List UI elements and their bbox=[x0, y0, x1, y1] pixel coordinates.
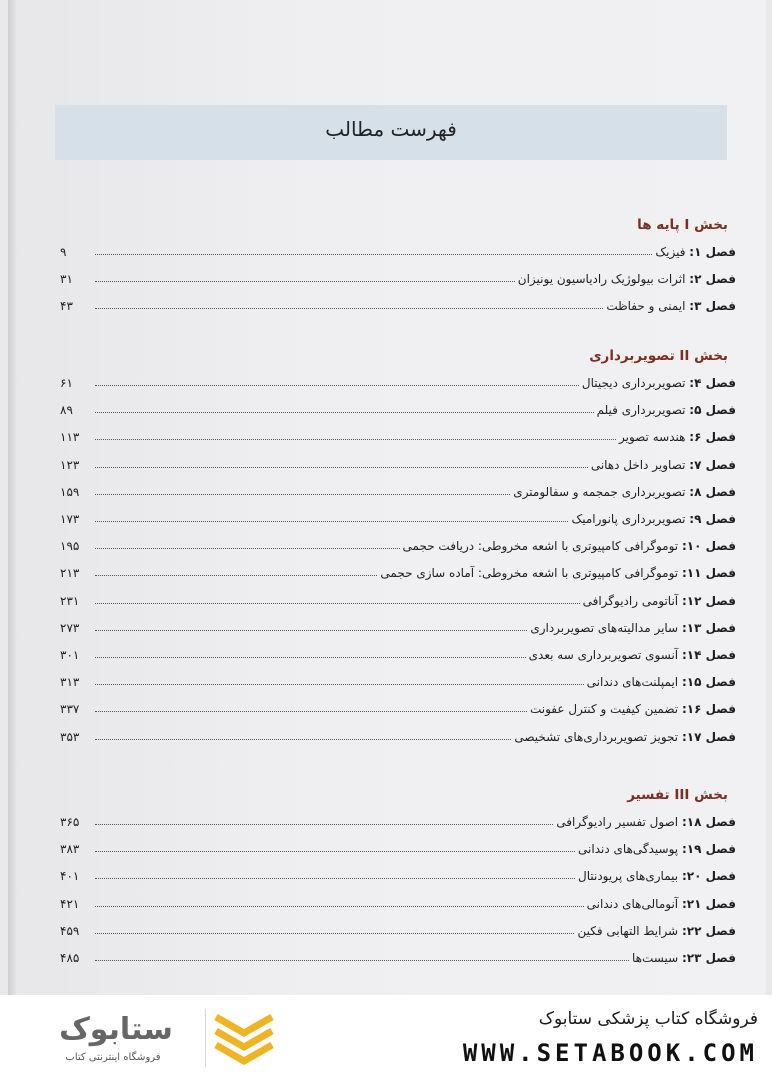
chapter-number: فصل ۲۰: bbox=[681, 869, 736, 884]
chapter-number: فصل ۲۳: bbox=[681, 951, 736, 965]
toc-entry-title bbox=[655, 245, 736, 259]
dot-leader bbox=[95, 878, 575, 879]
toc-entry-title bbox=[577, 924, 736, 938]
chapter-title: تصویربرداری دیجیتال bbox=[581, 376, 686, 390]
dot-leader bbox=[95, 254, 652, 255]
toc-entry[interactable] bbox=[60, 811, 736, 829]
toc-entry-title bbox=[606, 299, 736, 313]
chapter-title: ایمنی و حفاظت bbox=[606, 299, 686, 314]
page-number: ۳۶۵ bbox=[60, 815, 80, 829]
chapter-title: اثرات بیولوژیک رادیاسیون یونیزان bbox=[517, 272, 686, 287]
page-number: ۳۰۱ bbox=[60, 648, 80, 662]
title-banner bbox=[55, 105, 727, 160]
page-number: ۶۱ bbox=[60, 376, 73, 390]
toc-entry[interactable] bbox=[60, 241, 736, 259]
logo-subtitle: فروشگاه اینترنتی کتاب bbox=[65, 1052, 161, 1063]
store-url[interactable]: WWW.SETABOOK.COM bbox=[462, 1039, 758, 1067]
chapter-number: فصل ۱۵: bbox=[681, 675, 736, 690]
page-number: ۳۱ bbox=[60, 272, 73, 287]
page-number: ۲۳۱ bbox=[60, 593, 80, 608]
toc-entry-title bbox=[380, 566, 736, 580]
chapter-title: آنومالی‌های دندانی bbox=[586, 896, 679, 911]
toc-entry-title bbox=[578, 869, 736, 883]
toc-entry-title bbox=[556, 815, 736, 829]
page-number: ۳۸۳ bbox=[60, 842, 80, 857]
toc-entry-title bbox=[514, 730, 736, 744]
dot-leader bbox=[95, 467, 588, 468]
chapter-title: شرایط التهابی فکین bbox=[577, 923, 679, 938]
dot-leader bbox=[95, 281, 515, 282]
dot-leader bbox=[95, 684, 584, 685]
chapter-title: توموگرافی کامپیوتری با اشعه مخروطی: دریافت حجمی bbox=[402, 539, 679, 554]
chapter-number: فصل ۸: bbox=[689, 484, 736, 499]
page-number: ۲۱۳ bbox=[60, 566, 80, 581]
dot-leader bbox=[95, 851, 575, 852]
toc-entry[interactable] bbox=[60, 893, 736, 911]
chapter-title: تصاویر داخل دهانی bbox=[590, 457, 686, 472]
toc-entry[interactable] bbox=[60, 535, 736, 553]
toc-entry[interactable] bbox=[60, 698, 736, 716]
toc-entry[interactable] bbox=[60, 617, 736, 635]
dot-leader bbox=[95, 308, 603, 309]
toc-entry[interactable] bbox=[60, 590, 736, 608]
logo-text: ستابوک bbox=[59, 1012, 173, 1047]
chapter-number: فصل ۷: bbox=[689, 457, 736, 472]
page-number: ۸۹ bbox=[60, 403, 73, 418]
chapter-title: تصویربرداری جمجمه و سفالومتری bbox=[513, 484, 686, 499]
page-number: ۱۱۳ bbox=[60, 430, 80, 445]
toc-entry[interactable] bbox=[60, 268, 736, 286]
logo-wordmark bbox=[36, 1007, 196, 1047]
section-heading: بخش III تفسیر bbox=[627, 787, 728, 803]
page-number: ۳۱۳ bbox=[60, 675, 80, 690]
dot-leader bbox=[95, 494, 510, 495]
toc-entry[interactable] bbox=[60, 562, 736, 580]
dot-leader bbox=[95, 439, 616, 440]
toc-entry-title bbox=[530, 702, 736, 716]
page-number: ۲۷۳ bbox=[60, 620, 80, 635]
toc-entry[interactable] bbox=[60, 726, 736, 744]
page-number: ۴۸۵ bbox=[60, 951, 80, 965]
chapter-title: تصویربرداری فیلم bbox=[596, 403, 686, 418]
dot-leader bbox=[95, 630, 527, 631]
chapter-title: پوسیدگی‌های دندانی bbox=[578, 842, 679, 857]
toc-entry[interactable] bbox=[60, 508, 736, 526]
dot-leader bbox=[95, 521, 568, 522]
chapter-title: آنسوی تصویربرداری سه بعدی bbox=[528, 648, 679, 662]
chapter-title: هندسه تصویر bbox=[618, 430, 686, 445]
toc-entry-title bbox=[571, 512, 736, 526]
page-number: ۳۳۷ bbox=[60, 702, 80, 717]
chapter-number: فصل ۲۱: bbox=[681, 896, 736, 911]
toc-entry[interactable] bbox=[60, 920, 736, 938]
toc-entry-title bbox=[587, 675, 736, 689]
footer-banner bbox=[0, 995, 772, 1080]
toc-entry-title bbox=[403, 539, 736, 553]
section-heading: بخش I پایه ها bbox=[637, 217, 728, 233]
chapter-number: فصل ۱۱: bbox=[681, 566, 736, 581]
page-number: ۱۲۳ bbox=[60, 457, 80, 472]
chapter-number: فصل ۹: bbox=[689, 512, 736, 526]
chapter-number: فصل ۱۰: bbox=[681, 539, 736, 554]
chapter-number: فصل ۱۶: bbox=[681, 702, 736, 717]
dot-leader bbox=[95, 412, 594, 413]
chapter-number: فصل ۶: bbox=[689, 430, 736, 445]
toc-entry-title bbox=[591, 458, 736, 472]
book-page bbox=[8, 0, 766, 995]
chapter-title: تضمین کیفیت و کنترل عفونت bbox=[529, 702, 679, 717]
chevron-logo-icon bbox=[213, 1013, 275, 1065]
toc-entry[interactable] bbox=[60, 644, 736, 662]
page-number: ۳۵۳ bbox=[60, 729, 80, 744]
page-edge bbox=[8, 0, 16, 995]
chapter-title: اصول تفسیر رادیوگرافی bbox=[556, 815, 679, 829]
chapter-number: فصل ۲: bbox=[689, 272, 736, 287]
chapter-title: توموگرافی کامپیوتری با اشعه مخروطی: آماده سازی حجمی bbox=[380, 566, 679, 581]
toc-entry-title bbox=[587, 897, 736, 911]
toc-entry[interactable] bbox=[60, 671, 736, 689]
toc-entry[interactable] bbox=[60, 426, 736, 444]
page-number: ۴۲۱ bbox=[60, 896, 80, 911]
chapter-title: فیزیک bbox=[655, 245, 686, 259]
page-number: ۴۳ bbox=[60, 299, 73, 314]
dot-leader bbox=[95, 711, 527, 712]
dot-leader bbox=[95, 385, 579, 386]
toc-entry[interactable] bbox=[60, 295, 736, 313]
toc-entry[interactable] bbox=[60, 865, 736, 883]
toc-entry[interactable] bbox=[60, 454, 736, 472]
chapter-number: فصل ۱۷: bbox=[681, 729, 736, 744]
dot-leader bbox=[95, 548, 400, 549]
toc-entry-title bbox=[583, 594, 736, 608]
toc-entry[interactable] bbox=[60, 838, 736, 856]
chapter-title: تصویربرداری پانورامیک bbox=[571, 512, 686, 526]
page-title: فهرست مطالب bbox=[325, 117, 457, 141]
chapter-title: بیماری‌های پریودنتال bbox=[578, 869, 679, 884]
page-number: ۱۹۵ bbox=[60, 539, 80, 554]
chapter-number: فصل ۴: bbox=[689, 376, 736, 390]
page-number: ۴۵۹ bbox=[60, 923, 80, 938]
chapter-title: تجویز تصویربرداری‌های تشخیصی bbox=[514, 729, 679, 744]
logo-divider bbox=[205, 1009, 206, 1067]
toc-entry-title bbox=[619, 430, 736, 444]
dot-leader bbox=[95, 960, 629, 961]
store-name: فروشگاه کتاب پزشکی ستابوک bbox=[538, 1009, 758, 1029]
chapter-title: آناتومی رادیوگرافی bbox=[582, 593, 679, 608]
dot-leader bbox=[95, 739, 511, 740]
chapter-number: فصل ۳: bbox=[689, 299, 736, 314]
toc-entry-title bbox=[513, 485, 736, 499]
dot-leader bbox=[95, 575, 377, 576]
chapter-title: ایمپلنت‌های دندانی bbox=[586, 675, 679, 690]
dot-leader bbox=[95, 824, 553, 825]
page-number: ۱۵۹ bbox=[60, 484, 80, 499]
chapter-title: سایر مدالیته‌های تصویربرداری bbox=[530, 620, 679, 635]
dot-leader bbox=[95, 933, 574, 934]
chapter-number: فصل ۱۸: bbox=[681, 815, 736, 829]
page-number: ۴۰۱ bbox=[60, 869, 80, 884]
toc-entry-title bbox=[530, 621, 736, 635]
toc-entry[interactable] bbox=[60, 399, 736, 417]
toc-entry-title bbox=[582, 376, 736, 390]
chapter-number: فصل ۱۹: bbox=[681, 842, 736, 857]
toc-entry-title bbox=[597, 403, 736, 417]
toc-entry-title bbox=[578, 842, 736, 856]
page-number: ۹ bbox=[60, 245, 67, 259]
chapter-number: فصل ۲۲: bbox=[681, 923, 736, 938]
toc-entry[interactable] bbox=[60, 947, 736, 965]
svg-text:ستابوک bbox=[59, 1012, 173, 1047]
toc-entry[interactable] bbox=[60, 372, 736, 390]
chapter-number: فصل ۱۲: bbox=[681, 593, 736, 608]
dot-leader bbox=[95, 906, 584, 907]
chapter-number: فصل ۵: bbox=[689, 403, 736, 418]
chapter-number: فصل ۱۳: bbox=[681, 620, 736, 635]
chapter-title: سیست‌ها bbox=[631, 951, 679, 965]
toc-entry-title bbox=[632, 951, 736, 965]
dot-leader bbox=[95, 603, 580, 604]
page-number: ۱۷۳ bbox=[60, 512, 80, 526]
section-heading: بخش II تصویربرداری bbox=[589, 348, 728, 364]
toc-entry[interactable] bbox=[60, 481, 736, 499]
dot-leader bbox=[95, 657, 526, 658]
toc-entry-title bbox=[529, 648, 736, 662]
toc-entry-title bbox=[518, 272, 736, 286]
chapter-number: فصل ۱: bbox=[689, 245, 736, 259]
chapter-number: فصل ۱۴: bbox=[681, 648, 736, 662]
